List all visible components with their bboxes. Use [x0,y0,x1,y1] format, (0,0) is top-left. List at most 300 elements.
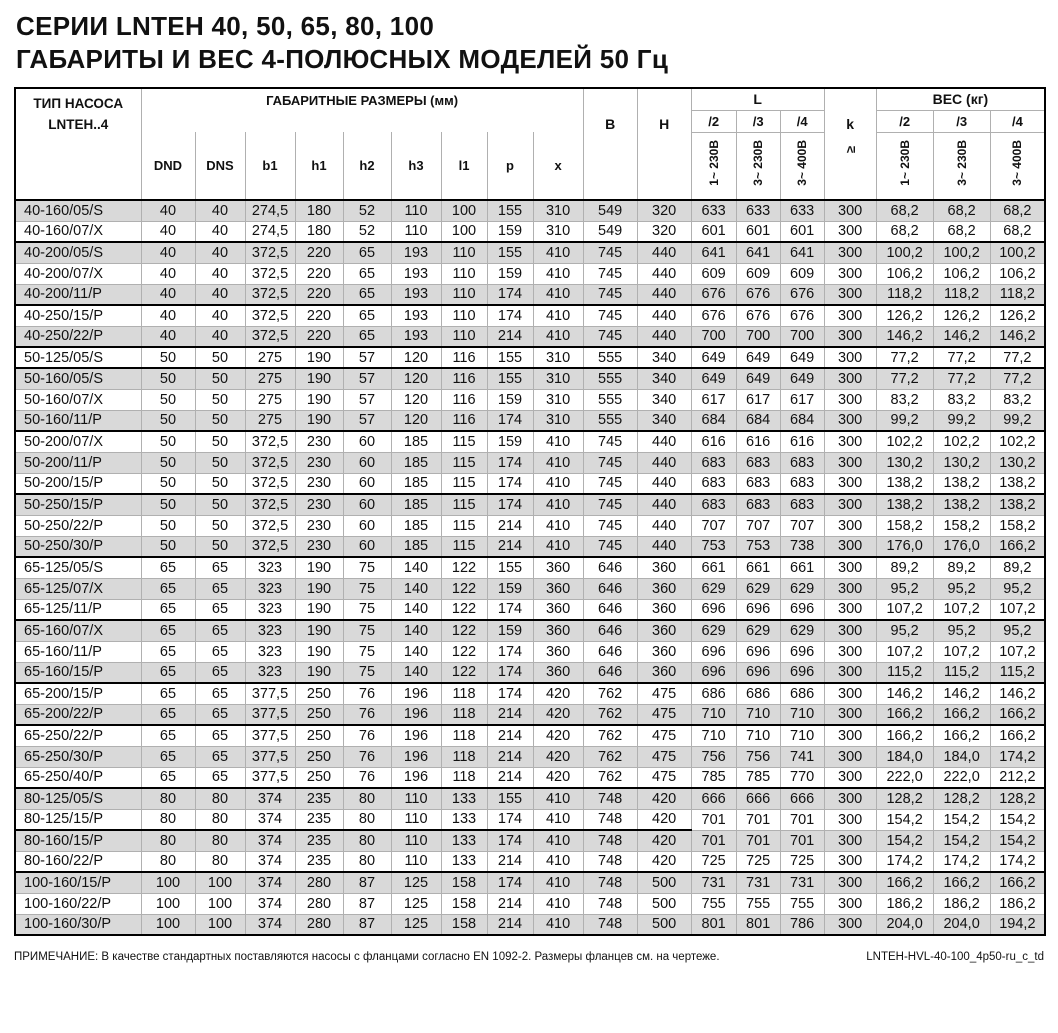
value-cell: 617 [780,389,824,410]
pump-type-cell: 80-160/15/P [15,830,141,851]
document-id: LNTEH-HVL-40-100_4p50-ru_c_td [866,951,1044,963]
value-cell: 65 [195,683,245,704]
table-row [15,242,1045,263]
value-cell: 122 [441,599,487,620]
value-cell: 40 [141,263,195,284]
value-cell: 725 [736,851,780,872]
value-cell: 500 [637,893,691,914]
value-cell: 274,5 [245,221,295,242]
value-cell: 80 [343,788,391,809]
value-cell: 320 [637,200,691,221]
value-cell: 50 [141,410,195,431]
value-cell: 174 [487,599,533,620]
value-cell: 115,2 [990,662,1045,683]
value-cell: 77,2 [876,368,933,389]
value-cell: 420 [637,830,691,851]
value-cell: 158,2 [876,515,933,536]
table-row [15,809,1045,830]
value-cell: 300 [824,704,876,725]
value-cell: 40 [141,305,195,326]
value-cell: 190 [295,662,343,683]
value-cell: 80 [141,851,195,872]
value-cell: 360 [533,662,583,683]
value-cell: 374 [245,893,295,914]
weight-subcol-3: /3 [933,110,990,132]
value-cell: 696 [780,662,824,683]
value-cell: 214 [487,851,533,872]
value-cell: 40 [141,326,195,347]
value-cell: 75 [343,662,391,683]
value-cell: 110 [441,242,487,263]
value-cell: 60 [343,494,391,515]
value-cell: 360 [533,599,583,620]
value-cell: 65 [195,599,245,620]
value-cell: 420 [533,746,583,767]
value-cell: 115,2 [933,662,990,683]
value-cell: 683 [736,452,780,473]
value-cell: 230 [295,431,343,452]
value-cell: 235 [295,809,343,830]
value-cell: 360 [637,578,691,599]
value-cell: 115 [441,431,487,452]
value-cell: 196 [391,746,441,767]
value-cell: 360 [533,578,583,599]
value-cell: 410 [533,788,583,809]
value-cell: 100 [195,914,245,935]
value-cell: 549 [583,221,637,242]
value-cell: 68,2 [933,200,990,221]
value-cell: 190 [295,578,343,599]
value-cell: 250 [295,683,343,704]
value-cell: 410 [533,494,583,515]
value-cell: 786 [780,914,824,935]
value-cell: 300 [824,557,876,578]
value-cell: 120 [391,410,441,431]
value-cell: 140 [391,557,441,578]
value-cell: 102,2 [990,431,1045,452]
table-row [15,452,1045,473]
value-cell: 683 [736,473,780,494]
value-cell: 50 [195,494,245,515]
value-cell: 745 [583,515,637,536]
value-cell: 185 [391,431,441,452]
value-cell: 377,5 [245,767,295,788]
value-cell: 68,2 [990,200,1045,221]
value-cell: 374 [245,851,295,872]
value-cell: 731 [780,872,824,893]
value-cell: 204,0 [933,914,990,935]
table-row [15,284,1045,305]
value-cell: 745 [583,494,637,515]
value-cell: 377,5 [245,746,295,767]
value-cell: 65 [141,704,195,725]
value-cell: 440 [637,431,691,452]
value-cell: 420 [533,683,583,704]
value-cell: 609 [691,263,736,284]
col-header-k [824,88,876,200]
value-cell: 214 [487,725,533,746]
value-cell: 174 [487,662,533,683]
value-cell: 629 [691,578,736,599]
pump-type-cell: 65-125/11/P [15,599,141,620]
value-cell: 646 [583,578,637,599]
value-cell: 275 [245,389,295,410]
value-cell: 616 [780,431,824,452]
value-cell: 731 [691,872,736,893]
value-cell: 745 [583,431,637,452]
value-cell: 75 [343,557,391,578]
value-cell: 410 [533,473,583,494]
table-row [15,368,1045,389]
value-cell: 310 [533,368,583,389]
value-cell: 609 [780,263,824,284]
value-cell: 801 [691,914,736,935]
value-cell: 120 [391,347,441,368]
pump-type-cell: 50-250/22/P [15,515,141,536]
value-cell: 323 [245,557,295,578]
value-cell: 696 [736,641,780,662]
value-cell: 555 [583,347,637,368]
value-cell: 555 [583,389,637,410]
value-cell: 683 [691,473,736,494]
value-cell: 745 [583,536,637,557]
value-cell: 377,5 [245,683,295,704]
value-cell: 190 [295,368,343,389]
value-cell: 50 [141,473,195,494]
value-cell: 372,5 [245,263,295,284]
value-cell: 629 [691,620,736,641]
value-cell: 700 [736,326,780,347]
pump-type-cell: 65-250/30/P [15,746,141,767]
value-cell: 310 [533,221,583,242]
value-cell: 50 [195,473,245,494]
pump-type-header [15,88,141,200]
page-footer [14,951,1044,963]
value-cell: 174 [487,473,533,494]
value-cell: 102,2 [933,431,990,452]
value-cell: 174 [487,683,533,704]
value-cell: 159 [487,263,533,284]
value-cell: 633 [780,200,824,221]
value-cell: 683 [780,473,824,494]
value-cell: 230 [295,452,343,473]
value-cell: 65 [141,683,195,704]
value-cell: 710 [736,725,780,746]
value-cell: 80 [195,851,245,872]
value-cell: 174 [487,872,533,893]
value-cell: 696 [691,599,736,620]
value-cell: 549 [583,200,637,221]
pump-type-cell: 40-200/11/P [15,284,141,305]
weight-group-header: ВЕС (кг) [876,88,1045,110]
value-cell: 360 [533,641,583,662]
value-cell: 683 [780,494,824,515]
value-cell: 323 [245,662,295,683]
value-cell: 230 [295,494,343,515]
value-cell: 683 [691,452,736,473]
value-cell: 80 [141,830,195,851]
value-cell: 193 [391,284,441,305]
value-cell: 323 [245,641,295,662]
value-cell: 745 [583,326,637,347]
value-cell: 629 [780,578,824,599]
value-cell: 696 [691,641,736,662]
table-row [15,599,1045,620]
value-cell: 50 [195,536,245,557]
pump-type-cell: 100-160/15/P [15,872,141,893]
value-cell: 410 [533,452,583,473]
value-cell: 420 [533,704,583,725]
length-group-header: L [691,88,824,110]
value-cell: 310 [533,347,583,368]
pump-type-cell: 50-200/15/P [15,473,141,494]
value-cell: 300 [824,326,876,347]
value-cell: 87 [343,914,391,935]
value-cell: 762 [583,683,637,704]
value-cell: 649 [780,347,824,368]
value-cell: 372,5 [245,515,295,536]
L2-voltage-label: 1~ 230В [691,132,736,200]
value-cell: 107,2 [933,641,990,662]
value-cell: 280 [295,893,343,914]
value-cell: 76 [343,704,391,725]
value-cell: 220 [295,242,343,263]
value-cell: 360 [637,662,691,683]
value-cell: 360 [637,641,691,662]
value-cell: 300 [824,872,876,893]
value-cell: 220 [295,326,343,347]
value-cell: 89,2 [990,557,1045,578]
value-cell: 122 [441,641,487,662]
col-header-l1: l1 [441,132,487,200]
value-cell: 176,0 [876,536,933,557]
value-cell: 300 [824,242,876,263]
pump-type-cell: 40-160/07/X [15,221,141,242]
value-cell: 440 [637,473,691,494]
value-cell: 60 [343,473,391,494]
value-cell: 755 [780,893,824,914]
value-cell: 87 [343,893,391,914]
value-cell: 128,2 [990,788,1045,809]
value-cell: 50 [141,389,195,410]
value-cell: 300 [824,221,876,242]
value-cell: 40 [141,200,195,221]
value-cell: 275 [245,368,295,389]
value-cell: 300 [824,347,876,368]
weight-subcol-2: /2 [876,110,933,132]
table-row [15,221,1045,242]
value-cell: 701 [780,809,824,830]
page-title-line2: ГАБАРИТЫ И ВЕС 4-ПОЛЮСНЫХ МОДЕЛЕЙ 50 Гц [16,43,669,74]
value-cell: 118,2 [876,284,933,305]
value-cell: 300 [824,809,876,830]
value-cell: 222,0 [933,767,990,788]
value-cell: 116 [441,389,487,410]
value-cell: 649 [691,368,736,389]
value-cell: 753 [691,536,736,557]
value-cell: 214 [487,767,533,788]
value-cell: 609 [736,263,780,284]
value-cell: 683 [780,452,824,473]
pump-type-cell: 65-160/07/X [15,620,141,641]
value-cell: 770 [780,767,824,788]
value-cell: 360 [533,557,583,578]
table-row [15,326,1045,347]
value-cell: 118 [441,683,487,704]
value-cell: 646 [583,662,637,683]
value-cell: 80 [195,809,245,830]
value-cell: 235 [295,830,343,851]
value-cell: 107,2 [990,641,1045,662]
value-cell: 65 [141,641,195,662]
table-row [15,725,1045,746]
value-cell: 440 [637,263,691,284]
value-cell: 50 [141,347,195,368]
value-cell: 140 [391,578,441,599]
value-cell: 99,2 [876,410,933,431]
table-row [15,830,1045,851]
value-cell: 99,2 [990,410,1045,431]
value-cell: 801 [736,914,780,935]
value-cell: 106,2 [876,263,933,284]
value-cell: 184,0 [876,746,933,767]
value-cell: 601 [736,221,780,242]
value-cell: 676 [780,305,824,326]
value-cell: 214 [487,746,533,767]
value-cell: 676 [736,305,780,326]
pump-type-cell: 65-200/22/P [15,704,141,725]
value-cell: 300 [824,662,876,683]
value-cell: 360 [637,620,691,641]
value-cell: 115 [441,536,487,557]
value-cell: 155 [487,347,533,368]
value-cell: 300 [824,599,876,620]
col-header-h3: h3 [391,132,441,200]
pump-type-cell: 50-250/30/P [15,536,141,557]
table-row [15,473,1045,494]
value-cell: 174 [487,305,533,326]
value-cell: 65 [195,662,245,683]
value-cell: 696 [736,662,780,683]
value-cell: 159 [487,578,533,599]
value-cell: 410 [533,431,583,452]
value-cell: 214 [487,704,533,725]
table-row [15,305,1045,326]
value-cell: 500 [637,914,691,935]
value-cell: 410 [533,242,583,263]
value-cell: 323 [245,620,295,641]
value-cell: 65 [141,599,195,620]
value-cell: 230 [295,536,343,557]
value-cell: 410 [533,872,583,893]
value-cell: 641 [780,242,824,263]
value-cell: 65 [141,578,195,599]
value-cell: 89,2 [876,557,933,578]
value-cell: 745 [583,473,637,494]
value-cell: 190 [295,410,343,431]
value-cell: 76 [343,725,391,746]
value-cell: 118 [441,725,487,746]
value-cell: 372,5 [245,431,295,452]
value-cell: 174,2 [990,851,1045,872]
value-cell: 555 [583,368,637,389]
value-cell: 212,2 [990,767,1045,788]
value-cell: 40 [195,326,245,347]
table-row [15,389,1045,410]
value-cell: 130,2 [933,452,990,473]
col-header-B: B [583,88,637,200]
value-cell: 106,2 [933,263,990,284]
value-cell: 60 [343,515,391,536]
value-cell: 138,2 [990,473,1045,494]
value-cell: 60 [343,536,391,557]
value-cell: 155 [487,200,533,221]
value-cell: 174,2 [990,746,1045,767]
value-cell: 696 [736,599,780,620]
value-cell: 300 [824,494,876,515]
value-cell: 300 [824,746,876,767]
value-cell: 155 [487,788,533,809]
value-cell: 641 [691,242,736,263]
dimensions-group-header: ГАБАРИТНЫЕ РАЗМЕРЫ (мм) [141,88,583,132]
value-cell: 118 [441,746,487,767]
value-cell: 300 [824,536,876,557]
value-cell: 420 [533,767,583,788]
table-row [15,200,1045,221]
value-cell: 280 [295,914,343,935]
value-cell: 100 [195,893,245,914]
value-cell: 410 [533,809,583,830]
value-cell: 126,2 [876,305,933,326]
value-cell: 748 [583,830,637,851]
value-cell: 83,2 [933,389,990,410]
value-cell: 616 [736,431,780,452]
value-cell: 80 [343,851,391,872]
value-cell: 154,2 [876,809,933,830]
value-cell: 440 [637,305,691,326]
value-cell: 75 [343,620,391,641]
value-cell: 710 [780,704,824,725]
value-cell: 696 [691,662,736,683]
table-row [15,410,1045,431]
value-cell: 65 [343,326,391,347]
value-cell: 50 [195,431,245,452]
value-cell: 50 [141,431,195,452]
value-cell: 65 [195,725,245,746]
value-cell: 50 [141,536,195,557]
value-cell: 745 [583,242,637,263]
value-cell: 372,5 [245,494,295,515]
value-cell: 65 [195,641,245,662]
value-cell: 676 [691,284,736,305]
value-cell: 107,2 [876,641,933,662]
value-cell: 300 [824,263,876,284]
value-cell: 748 [583,809,637,830]
value-cell: 120 [391,368,441,389]
table-row [15,662,1045,683]
value-cell: 300 [824,641,876,662]
value-cell: 106,2 [990,263,1045,284]
value-cell: 100 [141,872,195,893]
value-cell: 107,2 [933,599,990,620]
value-cell: 154,2 [990,809,1045,830]
value-cell: 83,2 [990,389,1045,410]
value-cell: 100 [441,221,487,242]
value-cell: 174 [487,452,533,473]
value-cell: 146,2 [933,683,990,704]
value-cell: 633 [691,200,736,221]
value-cell: 475 [637,746,691,767]
